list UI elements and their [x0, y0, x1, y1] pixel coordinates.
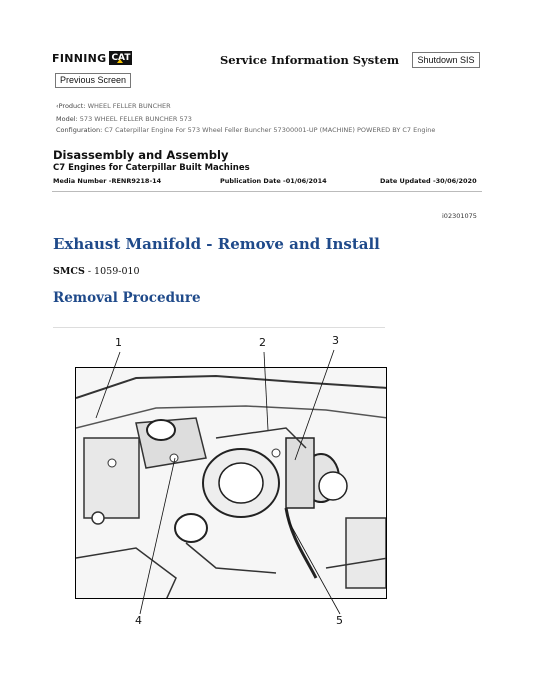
procedure-heading: Removal Procedure	[53, 290, 201, 306]
callout-2: 2	[259, 336, 266, 349]
publication-date: Publication Date -01/06/2014	[220, 177, 327, 185]
logo-text: FINNING	[52, 51, 107, 65]
section-subtitle: C7 Engines for Caterpillar Built Machines	[53, 163, 250, 173]
page-title: Exhaust Manifold - Remove and Install	[53, 235, 380, 253]
media-number: Media Number -RENR9218-14	[53, 177, 162, 185]
callout-5: 5	[336, 614, 343, 627]
model-label: Model:	[56, 115, 78, 123]
callout-4: 4	[135, 614, 142, 627]
product-value: WHEEL FELLER BUNCHER	[87, 102, 171, 110]
document-id: i02301075	[442, 212, 477, 220]
callout-3: 3	[332, 334, 339, 347]
cat-logo-icon: CAT	[111, 53, 131, 63]
shutdown-sis-button[interactable]: Shutdown SIS	[412, 52, 480, 68]
product-label: Product:	[58, 102, 86, 110]
config-value: C7 Caterpillar Engine For 573 Wheel Feller Buncher 57300001-UP (MACHINE) POWERED BY C7 Engine	[104, 126, 436, 134]
smcs-code: SMCS - 1059-010	[53, 266, 140, 277]
model-value: 573 WHEEL FELLER BUNCHER 573	[79, 115, 192, 123]
system-title: Service Information System	[220, 53, 400, 67]
callout-1: 1	[115, 336, 122, 349]
date-updated: Date Updated -30/06/2020	[380, 177, 477, 185]
config-label: Configuration:	[56, 126, 103, 134]
previous-screen-button[interactable]: Previous Screen	[55, 73, 131, 88]
section-heading: Disassembly and Assembly	[53, 148, 229, 162]
back-arrow-icon[interactable]: ‹	[56, 102, 59, 110]
